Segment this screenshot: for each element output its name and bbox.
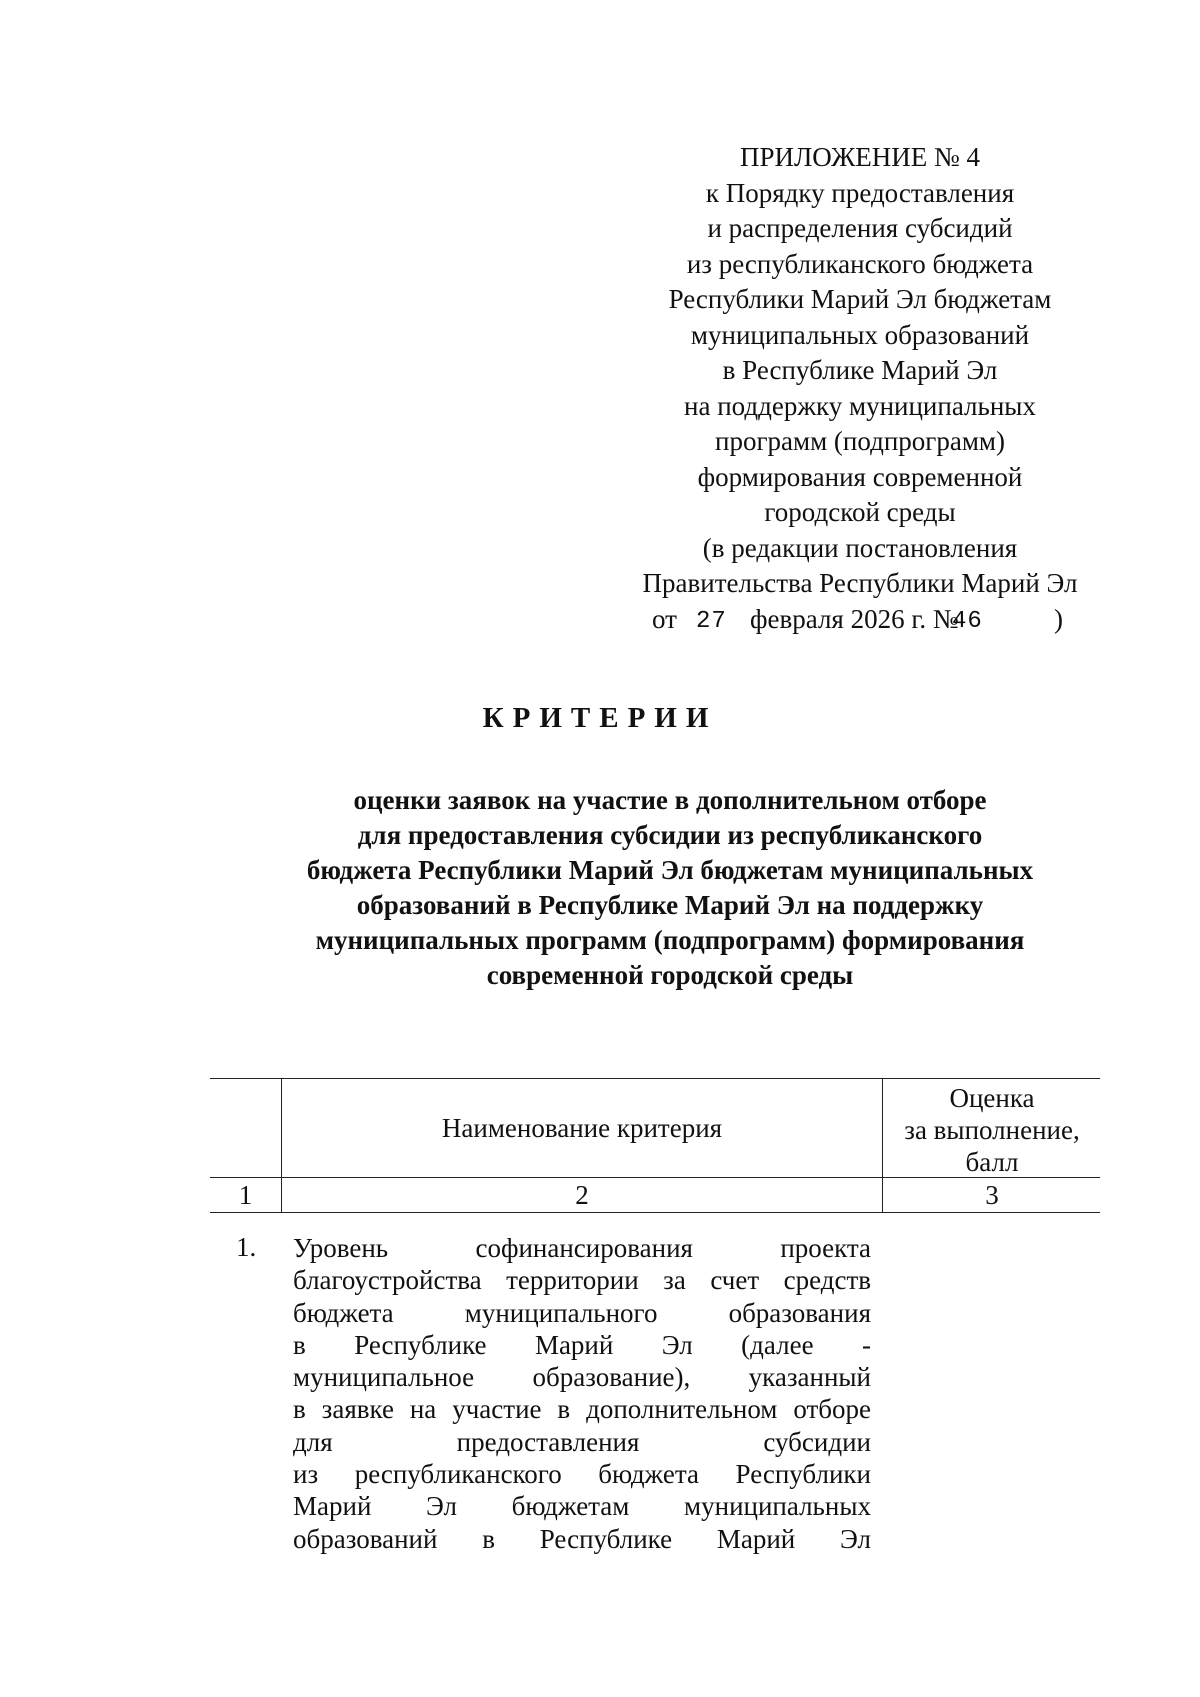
criterion-word: из [293, 1459, 319, 1490]
subtitle-line: образований в Республике Марий Эл на поддержку [356, 890, 984, 920]
criterion-text-line [293, 1490, 871, 1522]
criterion-text-line [293, 1523, 871, 1555]
appendix-line: ПРИЛОЖЕНИЕ № 4 [739, 142, 981, 172]
criterion-text-line: в заявке на участие в дополнительном отборе [293, 1394, 871, 1425]
criterion-word: Уровень [293, 1233, 389, 1263]
appendix-line: городской среды [764, 497, 956, 527]
criterion-word: Марий [716, 1523, 796, 1554]
score-header-line: за выполнение, [904, 1115, 1080, 1145]
document-subtitle [270, 783, 1070, 993]
criterion-word: бюджетам [511, 1491, 630, 1522]
criterion-word: образования [728, 1297, 871, 1328]
criterion-word: предоставления [456, 1426, 640, 1457]
criterion-word: Марий [534, 1329, 614, 1360]
appendix-line: на поддержку муниципальных [684, 390, 1036, 421]
appendix-line: (в редакции постановления [702, 532, 1018, 563]
appendix-line: муниципальных образований [690, 319, 1030, 350]
subtitle-line: бюджета Республики Марий Эл бюджетам муниципальных [306, 855, 1034, 885]
subtitle-line: для предоставления субсидии из республиканского [357, 820, 983, 850]
criterion-word: образование), [532, 1362, 691, 1393]
criterion-word: республиканского [354, 1459, 562, 1490]
column-number: 2 [575, 1180, 589, 1210]
criterion-text-line [293, 1232, 871, 1264]
table-column-divider [281, 1078, 282, 1212]
criterion-word: Марий [293, 1491, 372, 1522]
column-header-score [884, 1082, 1100, 1178]
column-number: 1 [238, 1180, 253, 1210]
appendix-line: программ (подпрограмм) [715, 426, 1005, 456]
criterion-word: Эл [661, 1329, 693, 1360]
criterion-word: муниципальных [684, 1491, 871, 1522]
criterion-word: (далее [741, 1329, 814, 1360]
appendix-line: формирования современной [697, 461, 1023, 492]
score-header-line: Оценка [949, 1083, 1035, 1113]
date-prefix: от [652, 603, 677, 634]
criterion-description [293, 1232, 871, 1555]
criterion-word: образований [293, 1523, 438, 1554]
score-header-line: балл [965, 1147, 1019, 1177]
appendix-line: из республиканского бюджета [686, 248, 1034, 279]
criterion-word: указанный [748, 1362, 871, 1393]
criterion-word: в [293, 1329, 306, 1360]
criterion-word: Республики [735, 1459, 871, 1490]
date-suffix: ) [1054, 603, 1063, 634]
criterion-word: Эл [840, 1523, 871, 1554]
criterion-word: бюджета [598, 1459, 699, 1490]
appendix-line: и распределения субсидий [707, 213, 1013, 243]
date-day: 27 [696, 607, 727, 635]
appendix-line: в Республике Марий Эл [722, 355, 998, 385]
subtitle-line: современной городской среды [486, 960, 854, 990]
criterion-text-line [293, 1361, 871, 1393]
appendix-line: Республики Марий Эл бюджетам [668, 284, 1052, 314]
criterion-word: в [482, 1523, 495, 1554]
date-month-year: февраля 2026 г. № [750, 603, 959, 634]
criterion-text-line [293, 1329, 871, 1361]
criterion-word: муниципального [464, 1297, 658, 1328]
criterion-text-line: благоустройства территории за счет средств [293, 1265, 871, 1296]
subtitle-line: муниципальных программ (подпрограмм) формирования [315, 925, 1025, 955]
criterion-word: Республике [539, 1523, 673, 1554]
criterion-word: муниципальное [293, 1362, 475, 1393]
subtitle-line: оценки заявок на участие в дополнительном отборе [353, 785, 987, 815]
criterion-word: бюджета [293, 1297, 394, 1328]
table-rule-top [210, 1078, 1100, 1079]
criterion-text-line [293, 1297, 871, 1329]
criterion-word: - [862, 1329, 871, 1360]
table-rule-numbers [210, 1212, 1100, 1213]
criterion-number: 1. [236, 1232, 257, 1262]
criterion-word: Эл [426, 1491, 457, 1522]
appendix-header [630, 140, 1090, 637]
column-header-name: Наименование критерия [441, 1113, 723, 1143]
resolution-date-line [630, 602, 1090, 638]
appendix-line: Правительства Республики Марий Эл [642, 568, 1078, 598]
criterion-word: субсидии [763, 1426, 871, 1457]
resolution-number: 46 [952, 607, 983, 635]
criterion-word: для [293, 1426, 333, 1457]
criterion-text-line [293, 1426, 871, 1458]
criterion-word: Республике [354, 1329, 487, 1360]
column-number: 3 [985, 1180, 999, 1210]
criterion-word: софинансирования [475, 1233, 693, 1263]
appendix-line: к Порядку предоставления [705, 177, 1015, 208]
document-title: КРИТЕРИИ [482, 702, 718, 734]
criterion-word: проекта [780, 1233, 871, 1263]
table-column-divider [882, 1078, 883, 1212]
criterion-text-line [293, 1458, 871, 1490]
